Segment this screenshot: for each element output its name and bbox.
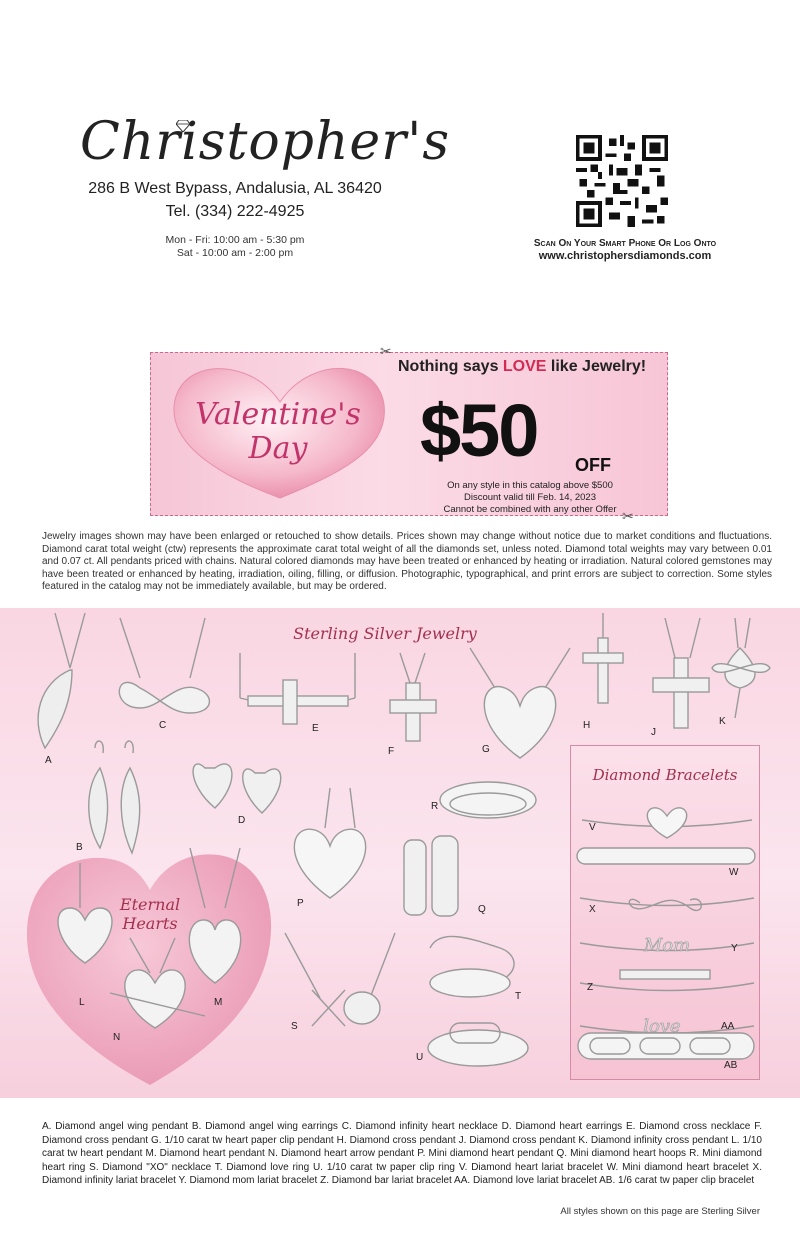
item-letter-e: E (312, 723, 319, 734)
infinity-lariat-bracelet-icon (580, 898, 754, 910)
item-letter-ab: AB (724, 1060, 738, 1071)
heart-hoops-icon (404, 836, 458, 916)
item-letter-z: Z (587, 982, 594, 993)
item-letter-j: J (651, 727, 656, 738)
store-phone: Tel. (334) 222-4925 (165, 203, 305, 220)
love-bracelet-text: love (643, 1016, 681, 1037)
love-ring-icon (430, 936, 514, 997)
valentine-line-2: Day (248, 431, 308, 466)
mini-heart-pendant-icon (294, 788, 365, 898)
eternal-line-1: Eternal (119, 895, 181, 914)
bar-lariat-bracelet-icon (580, 970, 754, 991)
item-letter-l: L (79, 997, 85, 1008)
item-letter-m: M (214, 997, 223, 1008)
store-hours (60, 234, 410, 260)
heart-pendant-l-icon (58, 863, 112, 963)
cross-pendant-h-icon (583, 613, 623, 703)
item-legend: A. Diamond angel wing pendant B. Diamond angel wing earrings C. Diamond infinity heart necklace D. Diamond heart earrings E. Diamond cross necklace F. Diamond cross pendant G. 1/10 carat tw heart paper clip pendant H. Diamond cross pendant J. Diamond cross pendant K. Diamond infinity cross pendant L. 1/10 carat tw heart pendant M. Diamond heart pendant N. Diamond heart arrow pendant P. Mini diamond heart pendant Q. Mini diamond heart hoops R. Mini diamond heart ring S. Diamond "XO" necklace T. Diamond love ring U. 1/10 carat tw paper clip ring V. Diamond heart lariat bracelet W. Mini diamond heart bracelet X. Diamond infinity lariat bracelet Y. Diamond mom lariat bracelet Z. Diamond bar lariat bracelet AA. Diamond love lariat bracelet AB. 1/6 carat tw paper clip bracelet (42, 1121, 762, 1186)
cross-pendant-j-icon (653, 618, 709, 728)
valentine-line-1: Valentine's (195, 397, 361, 432)
xo-necklace-icon (285, 933, 395, 1026)
item-letter-p: P (297, 898, 304, 909)
item-letter-k: K (719, 716, 726, 727)
heart-paper-clip-pendant-icon (470, 648, 570, 758)
coupon-term-1: On any style in this catalog above $500 (447, 480, 613, 491)
tagline-love: LOVE (502, 358, 547, 375)
item-letter-n: N (113, 1032, 121, 1043)
paper-clip-ring-icon (428, 1023, 528, 1066)
scissors-icon: ✂ (380, 343, 392, 359)
item-letter-s: S (291, 1021, 298, 1032)
infinity-cross-pendant-icon (712, 618, 770, 718)
item-letter-h: H (583, 720, 591, 731)
jewelry-illustrations (0, 608, 800, 1098)
mini-heart-bracelet-icon (577, 848, 755, 864)
hours-weekday: Mon - Fri: 10:00 am - 5:30 pm (165, 234, 305, 246)
website-link[interactable]: www.christophersdiamonds.com (538, 250, 712, 262)
item-letter-q: Q (478, 904, 486, 915)
item-letter-c: C (159, 720, 167, 731)
angel-wing-earrings-icon (89, 741, 140, 853)
qr-code-icon[interactable] (576, 135, 668, 227)
item-letter-x: X (589, 904, 596, 915)
heart-ring-icon (440, 782, 536, 818)
coupon-terms (400, 480, 660, 516)
valentines-day-title (178, 398, 378, 466)
coupon-tagline (398, 358, 658, 376)
discount-amount: $50 (420, 389, 538, 472)
mom-bracelet-text: Mom (643, 935, 691, 956)
cross-necklace-icon (240, 653, 355, 724)
item-letter-t: T (515, 991, 522, 1002)
diamond-bracelets-title: Diamond Bracelets (592, 766, 738, 784)
store-address: 286 B West Bypass, Andalusia, AL 36420 (88, 180, 382, 197)
item-letter-d: D (238, 815, 246, 826)
item-letter-aa: AA (721, 1021, 735, 1032)
scan-text: Scan On Your Smart Phone Or Log Onto (533, 238, 717, 249)
item-letter-a: A (45, 755, 52, 766)
scissors-icon: ✂ (622, 508, 634, 524)
coupon-term-3: Cannot be combined with any other Offer (443, 504, 617, 515)
heart-earrings-icon (193, 764, 281, 813)
heart-lariat-bracelet-icon (582, 808, 752, 838)
coupon-term-2: Discount valid till Feb. 14, 2023 (463, 492, 597, 503)
infinity-heart-necklace-icon (119, 618, 209, 713)
item-letter-b: B (76, 842, 83, 853)
scan-instructions (470, 237, 780, 263)
item-letter-g: G (482, 744, 490, 755)
hours-saturday: Sat - 10:00 am - 2:00 pm (176, 247, 294, 259)
item-letter-r: R (431, 801, 439, 812)
tagline-before: Nothing says (398, 358, 503, 375)
sterling-silver-footnote: All styles shown on this page are Sterling Silver (560, 1206, 760, 1217)
heart-pendant-m-icon (189, 848, 240, 983)
discount-off-label: OFF (575, 455, 611, 475)
tagline-after: like Jewelry! (546, 358, 647, 375)
item-letter-y: Y (731, 943, 738, 954)
item-letter-v: V (589, 822, 596, 833)
store-logo: Christopher's (80, 112, 451, 172)
disclaimer-text: Jewelry images shown may have been enlarged or retouched to show details. Prices shown may change without notice due to market conditions and fluctuations. Diamond carat total weight (ctw) represents the approximate carat total weight of all the diamonds set, unless noted. Diamond total weights may vary between 0.01 and 0.07 ct. All pendants priced with chains. Natural colored diamonds may have been treated or enhanced by heating or irradiation. Natural colored gemstones may have been treated or enhanced by heating, irradiation, oiling, filling, or diffusion. Photographic, typographical, and print errors are subject to correction. Some styles featured in the catalog may not be immediately available, but may be ordered. (42, 531, 772, 592)
diamond-icon (176, 120, 190, 132)
item-letter-u: U (416, 1052, 424, 1063)
item-letter-w: W (729, 867, 739, 878)
item-letter-f: F (388, 746, 395, 757)
cross-pendant-f-icon (390, 653, 436, 741)
eternal-line-2: Hearts (122, 914, 178, 933)
catalog-title: Sterling Silver Jewelry (293, 624, 477, 643)
angel-wing-pendant-icon (38, 613, 85, 748)
